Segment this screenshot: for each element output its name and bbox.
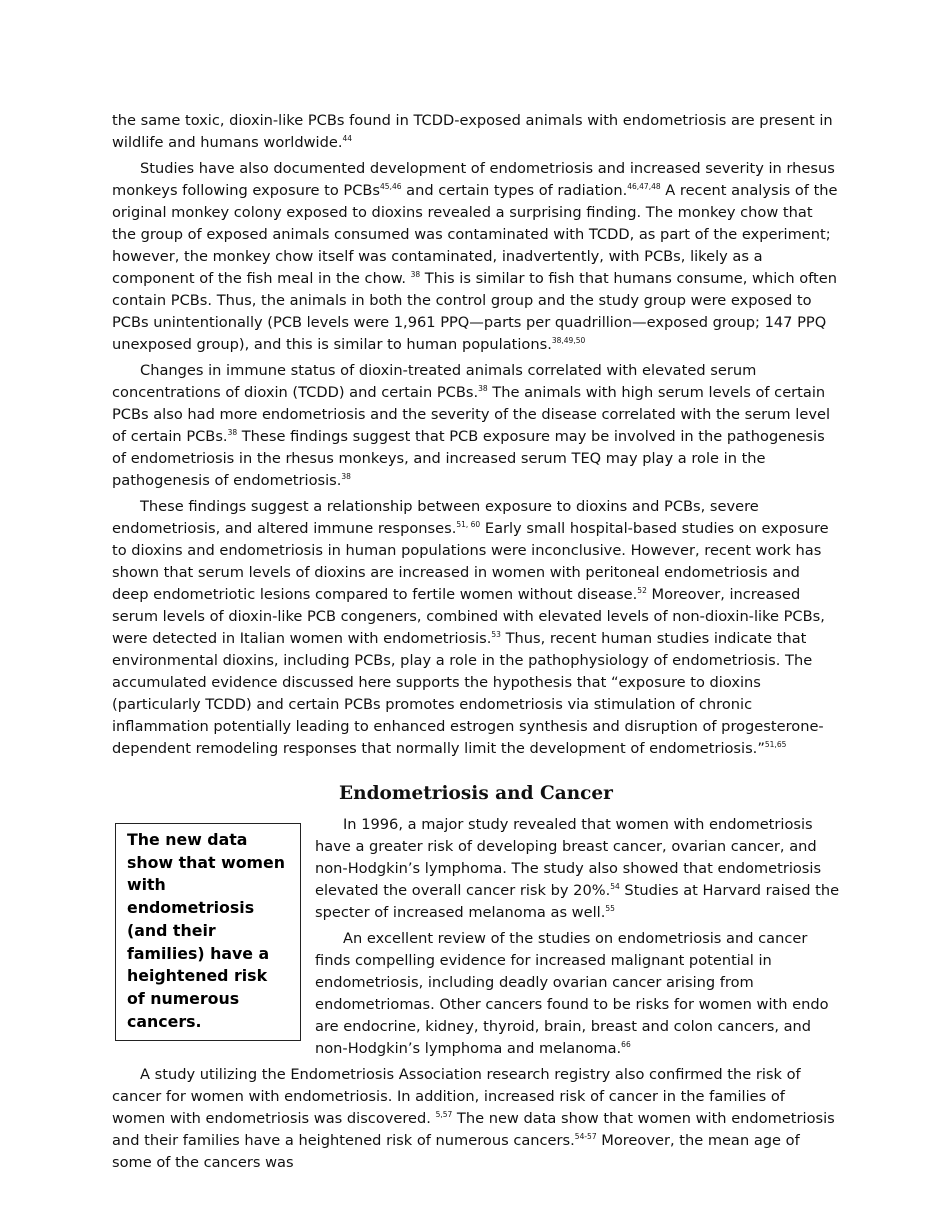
text-run: These findings suggest that PCB exposure may be involved in the pathogenesis of endometriosis in the rhesus monkeys, and increased serum TEQ may play a role in the pathogenesis of endometriosis. [112, 428, 825, 489]
text-run: This is similar to fish that humans consume, which often contain PCBs. Thus, the animals in both the control group and the study group were exposed to PCBs unintentionally (PCB levels were 1,961 PPQ—parts per quadrillion—exposed group; 147 PPQ unexposed group), and this is similar to human populations. [112, 270, 837, 353]
citation-superscript: 55 [605, 904, 615, 913]
citation-superscript: 5,57 [435, 1110, 453, 1119]
body-text-bottom [112, 814, 840, 1174]
text-run: These findings suggest a relationship between exposure to dioxins and PCBs, severe endometriosis, and altered immune responses. [112, 498, 759, 537]
text-run: A study utilizing the Endometriosis Association research registry also confirmed the risk of cancer for women with endometriosis. In addition, increased risk of cancer in the families of women with endometriosis was discovered. [112, 1066, 801, 1127]
paragraph [112, 1064, 840, 1174]
citation-superscript: 38 [478, 384, 488, 393]
citation-superscript: 54-57 [574, 1132, 597, 1141]
text-run: Studies have also documented development of endometriosis and increased severity in rhesus monkeys following exposure to PCBs [112, 160, 835, 199]
text-run: Studies at Harvard raised the specter of increased melanoma as well. [315, 882, 840, 921]
text-run: Moreover, increased serum levels of dioxin-like PCB congeners, combined with elevated levels of non-dioxin-like PCBs, were detected in Italian women with endometriosis. [112, 586, 825, 647]
citation-superscript: 45,46 [380, 182, 402, 191]
pull-quote-box: The new data show that women with endometriosis (and their families) have a heightened risk of numerous cancers. [115, 823, 301, 1041]
citation-superscript: 44 [342, 134, 353, 143]
paragraph [112, 496, 840, 760]
citation-superscript: 66 [621, 1040, 631, 1049]
text-run: Changes in immune status of dioxin-treated animals correlated with elevated serum concentrations of dioxin (TCDD) and certain PCBs. [112, 362, 757, 401]
text-run: A recent analysis of the original monkey colony exposed to dioxins revealed a surprising finding. The monkey chow that the group of exposed animals consumed was contaminated with TCDD, as part of the experiment; however, the monkey chow itself was contaminated, inadvertently, with PCBs, likely as a component of the fish meal in the chow. [112, 182, 838, 287]
text-run: Moreover, the mean age of some of the cancers was [112, 1132, 800, 1171]
citation-superscript: 53 [491, 630, 501, 639]
citation-superscript: 51,65 [764, 740, 787, 749]
paragraph [112, 158, 840, 356]
paragraph [112, 360, 840, 492]
text-run: The animals with high serum levels of certain PCBs also had more endometriosis and the severity of the disease correlated with the serum level of certain PCBs. [112, 384, 830, 445]
text-run: The new data show that women with endometriosis and their families have a heightened risk of numerous cancers. [112, 1110, 835, 1149]
text-run: In 1996, a major study revealed that women with endometriosis have a greater risk of developing breast cancer, ovarian cancer, and non-Hodgkin’s lymphoma. The study also showed that endometriosis elevated the overall cancer risk by 20%. [315, 816, 822, 899]
citation-superscript: 54 [610, 882, 620, 891]
section-heading: Endometriosis and Cancer [339, 783, 613, 804]
paragraph [112, 110, 840, 154]
citation-superscript: 38 [227, 428, 238, 437]
citation-superscript: 52 [637, 586, 647, 595]
text-run: and certain types of radiation. [401, 182, 628, 199]
citation-superscript: 51, 60 [456, 520, 481, 529]
body-text-top [112, 110, 840, 760]
citation-superscript: 38 [410, 270, 421, 279]
text-run: Early small hospital-based studies on exposure to dioxins and endometriosis in human populations were inconclusive. However, recent work has shown that serum levels of dioxins are increased in women with peritoneal endometriosis and deep endometriotic lesions compared to fertile women without disease. [112, 520, 829, 603]
citation-superscript: 38,49,50 [551, 336, 586, 345]
text-run: Thus, recent human studies indicate that environmental dioxins, including PCBs, play a role in the pathophysiology of endometriosis. The accumulated evidence discussed here supports the hypothesis that “exposure to dioxins (particularly TCDD) and certain PCBs promotes endometriosis via stimulation of chronic inflammation potentially leading to enhanced estrogen synthesis and disruption of progesterone-dependent remodeling responses that normally limit the development of endometriosis.” [112, 630, 824, 757]
document-page [112, 110, 840, 1178]
text-run: the same toxic, dioxin-like PCBs found in TCDD-exposed animals with endometriosis are present in wildlife and humans worldwide. [112, 112, 833, 151]
text-run: An excellent review of the studies on endometriosis and cancer finds compelling evidence for increased malignant potential in endometriosis, including deadly ovarian cancer arising from endometriomas. Other cancers found to be risks for women with endo are endocrine, kidney, thyroid, brain, breast and colon cancers, and non-Hodgkin’s lymphoma and melanoma. [315, 930, 829, 1057]
citation-superscript: 46,47,48 [627, 182, 661, 191]
citation-superscript: 38 [341, 472, 351, 481]
